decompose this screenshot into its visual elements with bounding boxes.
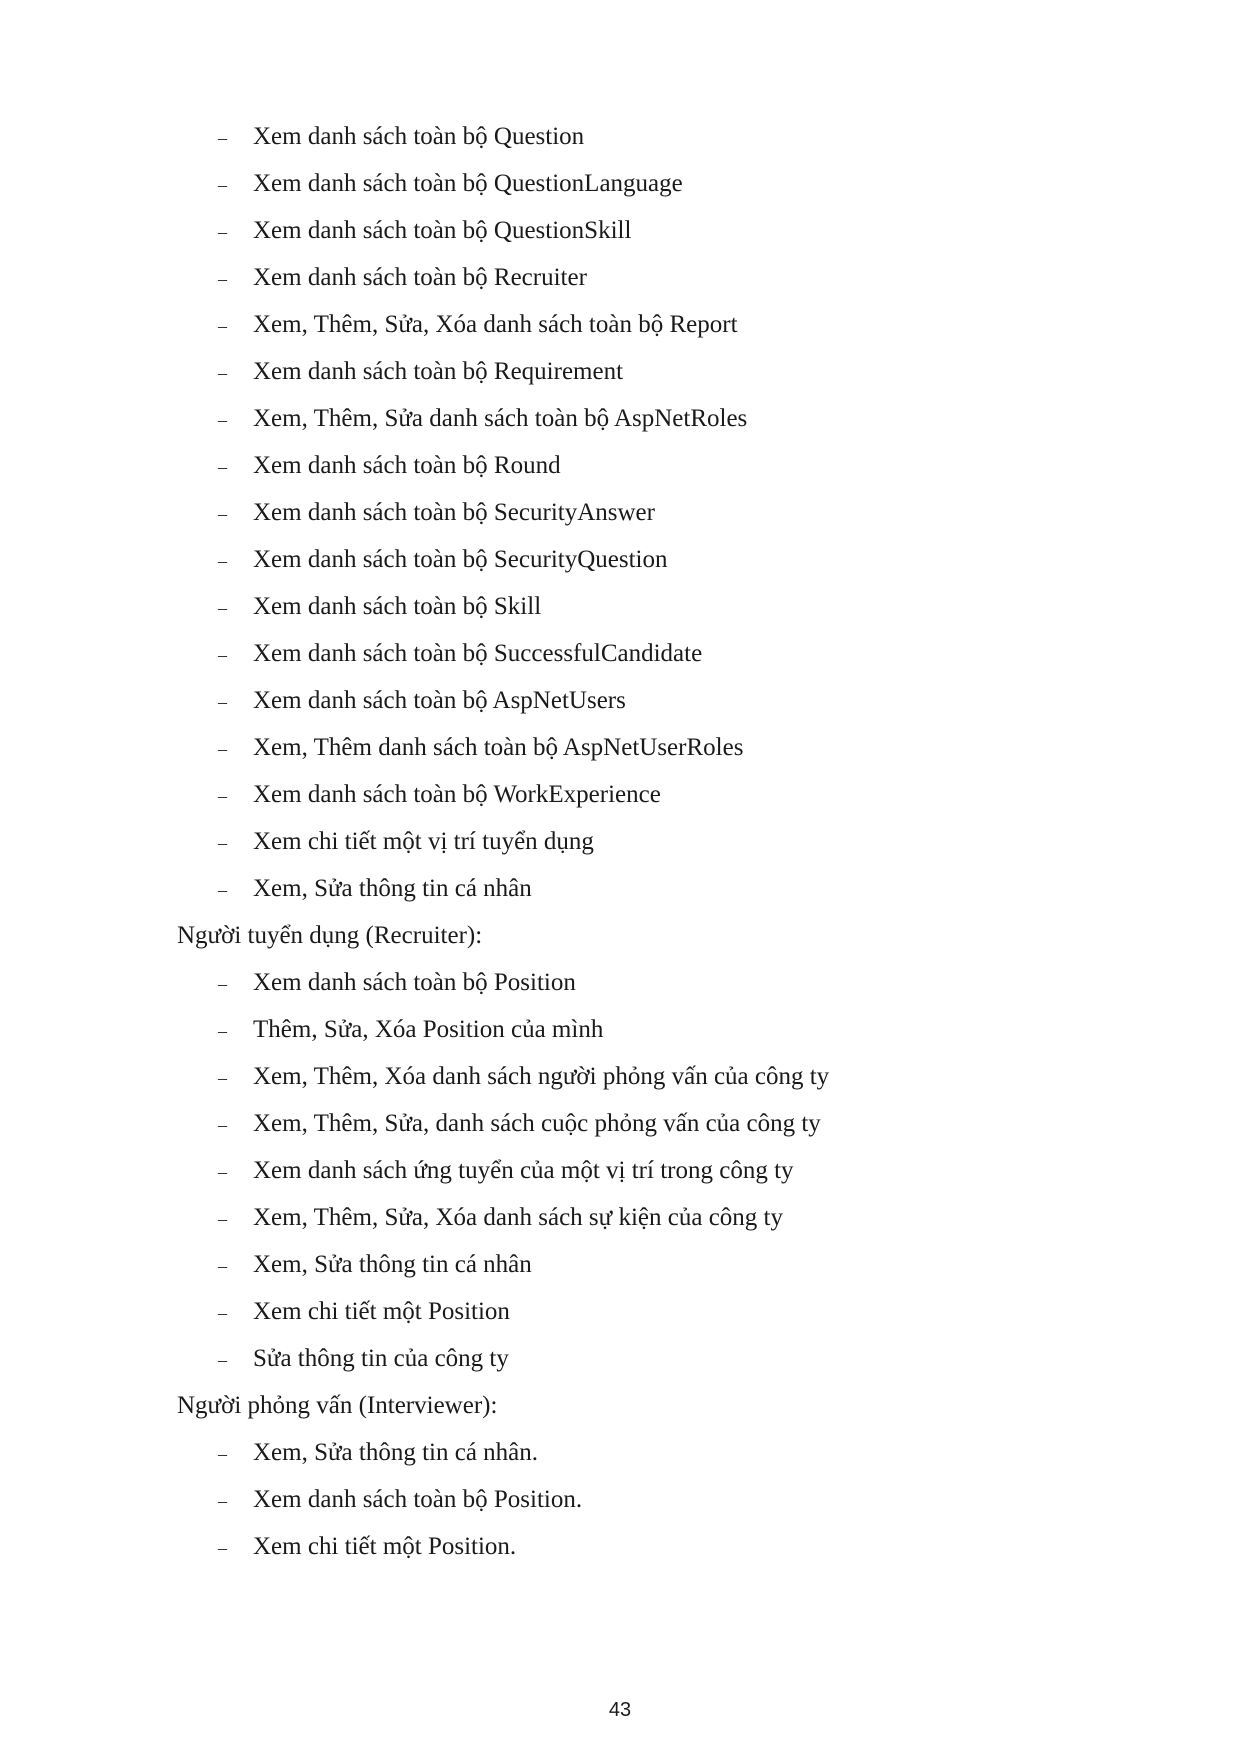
list-item-text: Xem, Thêm, Sửa, Xóa danh sách toàn bộ Report [253,311,738,338]
recruiter-heading: Người tuyển dụng (Recruiter): [177,922,483,949]
list-item [177,160,1157,207]
dash-bullet-icon: – [218,316,227,336]
list-item-text: Xem danh sách toàn bộ Round [253,452,561,479]
dash-bullet-icon: – [218,222,227,242]
list-item [177,113,1157,160]
list-item [177,442,1157,489]
list-item [177,348,1157,395]
dash-bullet-icon: – [218,645,227,665]
list-item [177,1523,1157,1570]
dash-bullet-icon: – [218,1068,227,1088]
list-item [177,583,1157,630]
list-item [177,1053,1157,1100]
list-item-text: Xem chi tiết một vị trí tuyển dụng [253,828,594,855]
list-item-text: Xem danh sách toàn bộ SecurityAnswer [253,499,655,526]
list-item [177,771,1157,818]
dash-bullet-icon: – [218,128,227,148]
dash-bullet-icon: – [218,1162,227,1182]
list-item [177,1476,1157,1523]
list-item [177,724,1157,771]
list-item-text: Xem danh sách toàn bộ QuestionSkill [253,217,632,244]
list-item [177,1288,1157,1335]
list-item [177,1006,1157,1053]
dash-bullet-icon: – [218,1491,227,1511]
list-item-text: Xem chi tiết một Position [253,1298,510,1325]
dash-bullet-icon: – [218,1021,227,1041]
dash-bullet-icon: – [218,1303,227,1323]
dash-bullet-icon: – [218,175,227,195]
list-item [177,677,1157,724]
list-item-text: Xem, Sửa thông tin cá nhân [253,1251,532,1278]
list-item [177,489,1157,536]
list-item-text: Xem danh sách toàn bộ Recruiter [253,264,587,291]
list-item-text: Xem danh sách toàn bộ Requirement [253,358,624,385]
dash-bullet-icon: – [218,551,227,571]
list-item-text: Xem, Thêm, Sửa danh sách toàn bộ AspNetRoles [253,405,748,432]
list-item [177,1335,1157,1382]
list-item-text: Xem danh sách toàn bộ Question [253,123,585,150]
dash-bullet-icon: – [218,880,227,900]
dash-bullet-icon: – [218,1115,227,1135]
page-content [177,113,1157,1570]
list-item-text: Xem danh sách toàn bộ Position [253,969,576,996]
list-item-text: Sửa thông tin của công ty [253,1345,509,1372]
list-item [177,1100,1157,1147]
dash-bullet-icon: – [218,786,227,806]
dash-bullet-icon: – [218,739,227,759]
list-item [177,207,1157,254]
list-item [177,1194,1157,1241]
dash-bullet-icon: – [218,833,227,853]
list-item [177,1429,1157,1476]
list-item [177,865,1157,912]
dash-bullet-icon: – [218,598,227,618]
list-item-text: Thêm, Sửa, Xóa Position của mình [253,1016,604,1043]
list-item [177,1241,1157,1288]
dash-bullet-icon: – [218,1209,227,1229]
admin-permissions-list [177,113,1157,912]
list-item [177,254,1157,301]
list-item-text: Xem, Thêm, Sửa, danh sách cuộc phỏng vấn của công ty [253,1110,821,1137]
list-item [177,301,1157,348]
dash-bullet-icon: – [218,1538,227,1558]
dash-bullet-icon: – [218,457,227,477]
list-item [177,536,1157,583]
list-item-text: Xem danh sách toàn bộ AspNetUsers [253,687,626,714]
list-item [177,959,1157,1006]
dash-bullet-icon: – [218,363,227,383]
interviewer-heading: Người phỏng vấn (Interviewer): [177,1392,498,1419]
list-item-text: Xem, Thêm, Xóa danh sách người phỏng vấn của công ty [253,1063,830,1090]
list-item-text: Xem danh sách toàn bộ QuestionLanguage [253,170,683,197]
list-item [177,818,1157,865]
list-item [177,630,1157,677]
list-item [177,395,1157,442]
dash-bullet-icon: – [218,692,227,712]
list-item-text: Xem chi tiết một Position. [253,1533,517,1560]
list-item-text: Xem danh sách toàn bộ SuccessfulCandidate [253,640,703,667]
list-item-text: Xem, Sửa thông tin cá nhân [253,875,532,902]
list-item-text: Xem danh sách ứng tuyển của một vị trí trong công ty [253,1157,794,1184]
dash-bullet-icon: – [218,410,227,430]
dash-bullet-icon: – [218,1256,227,1276]
dash-bullet-icon: – [218,974,227,994]
list-item-text: Xem danh sách toàn bộ Position. [253,1486,583,1513]
dash-bullet-icon: – [218,1444,227,1464]
list-item-text: Xem, Thêm, Sửa, Xóa danh sách sự kiện của công ty [253,1204,783,1231]
dash-bullet-icon: – [218,269,227,289]
list-item [177,1147,1157,1194]
dash-bullet-icon: – [218,504,227,524]
page-number: 43 [608,1699,632,1721]
dash-bullet-icon: – [218,1350,227,1370]
recruiter-permissions-list [177,959,1157,1382]
list-item-text: Xem danh sách toàn bộ Skill [253,593,542,620]
list-item-text: Xem, Sửa thông tin cá nhân. [253,1439,539,1466]
list-item-text: Xem, Thêm danh sách toàn bộ AspNetUserRoles [253,734,744,761]
interviewer-permissions-list [177,1429,1157,1570]
list-item-text: Xem danh sách toàn bộ SecurityQuestion [253,546,668,573]
list-item-text: Xem danh sách toàn bộ WorkExperience [253,781,661,808]
